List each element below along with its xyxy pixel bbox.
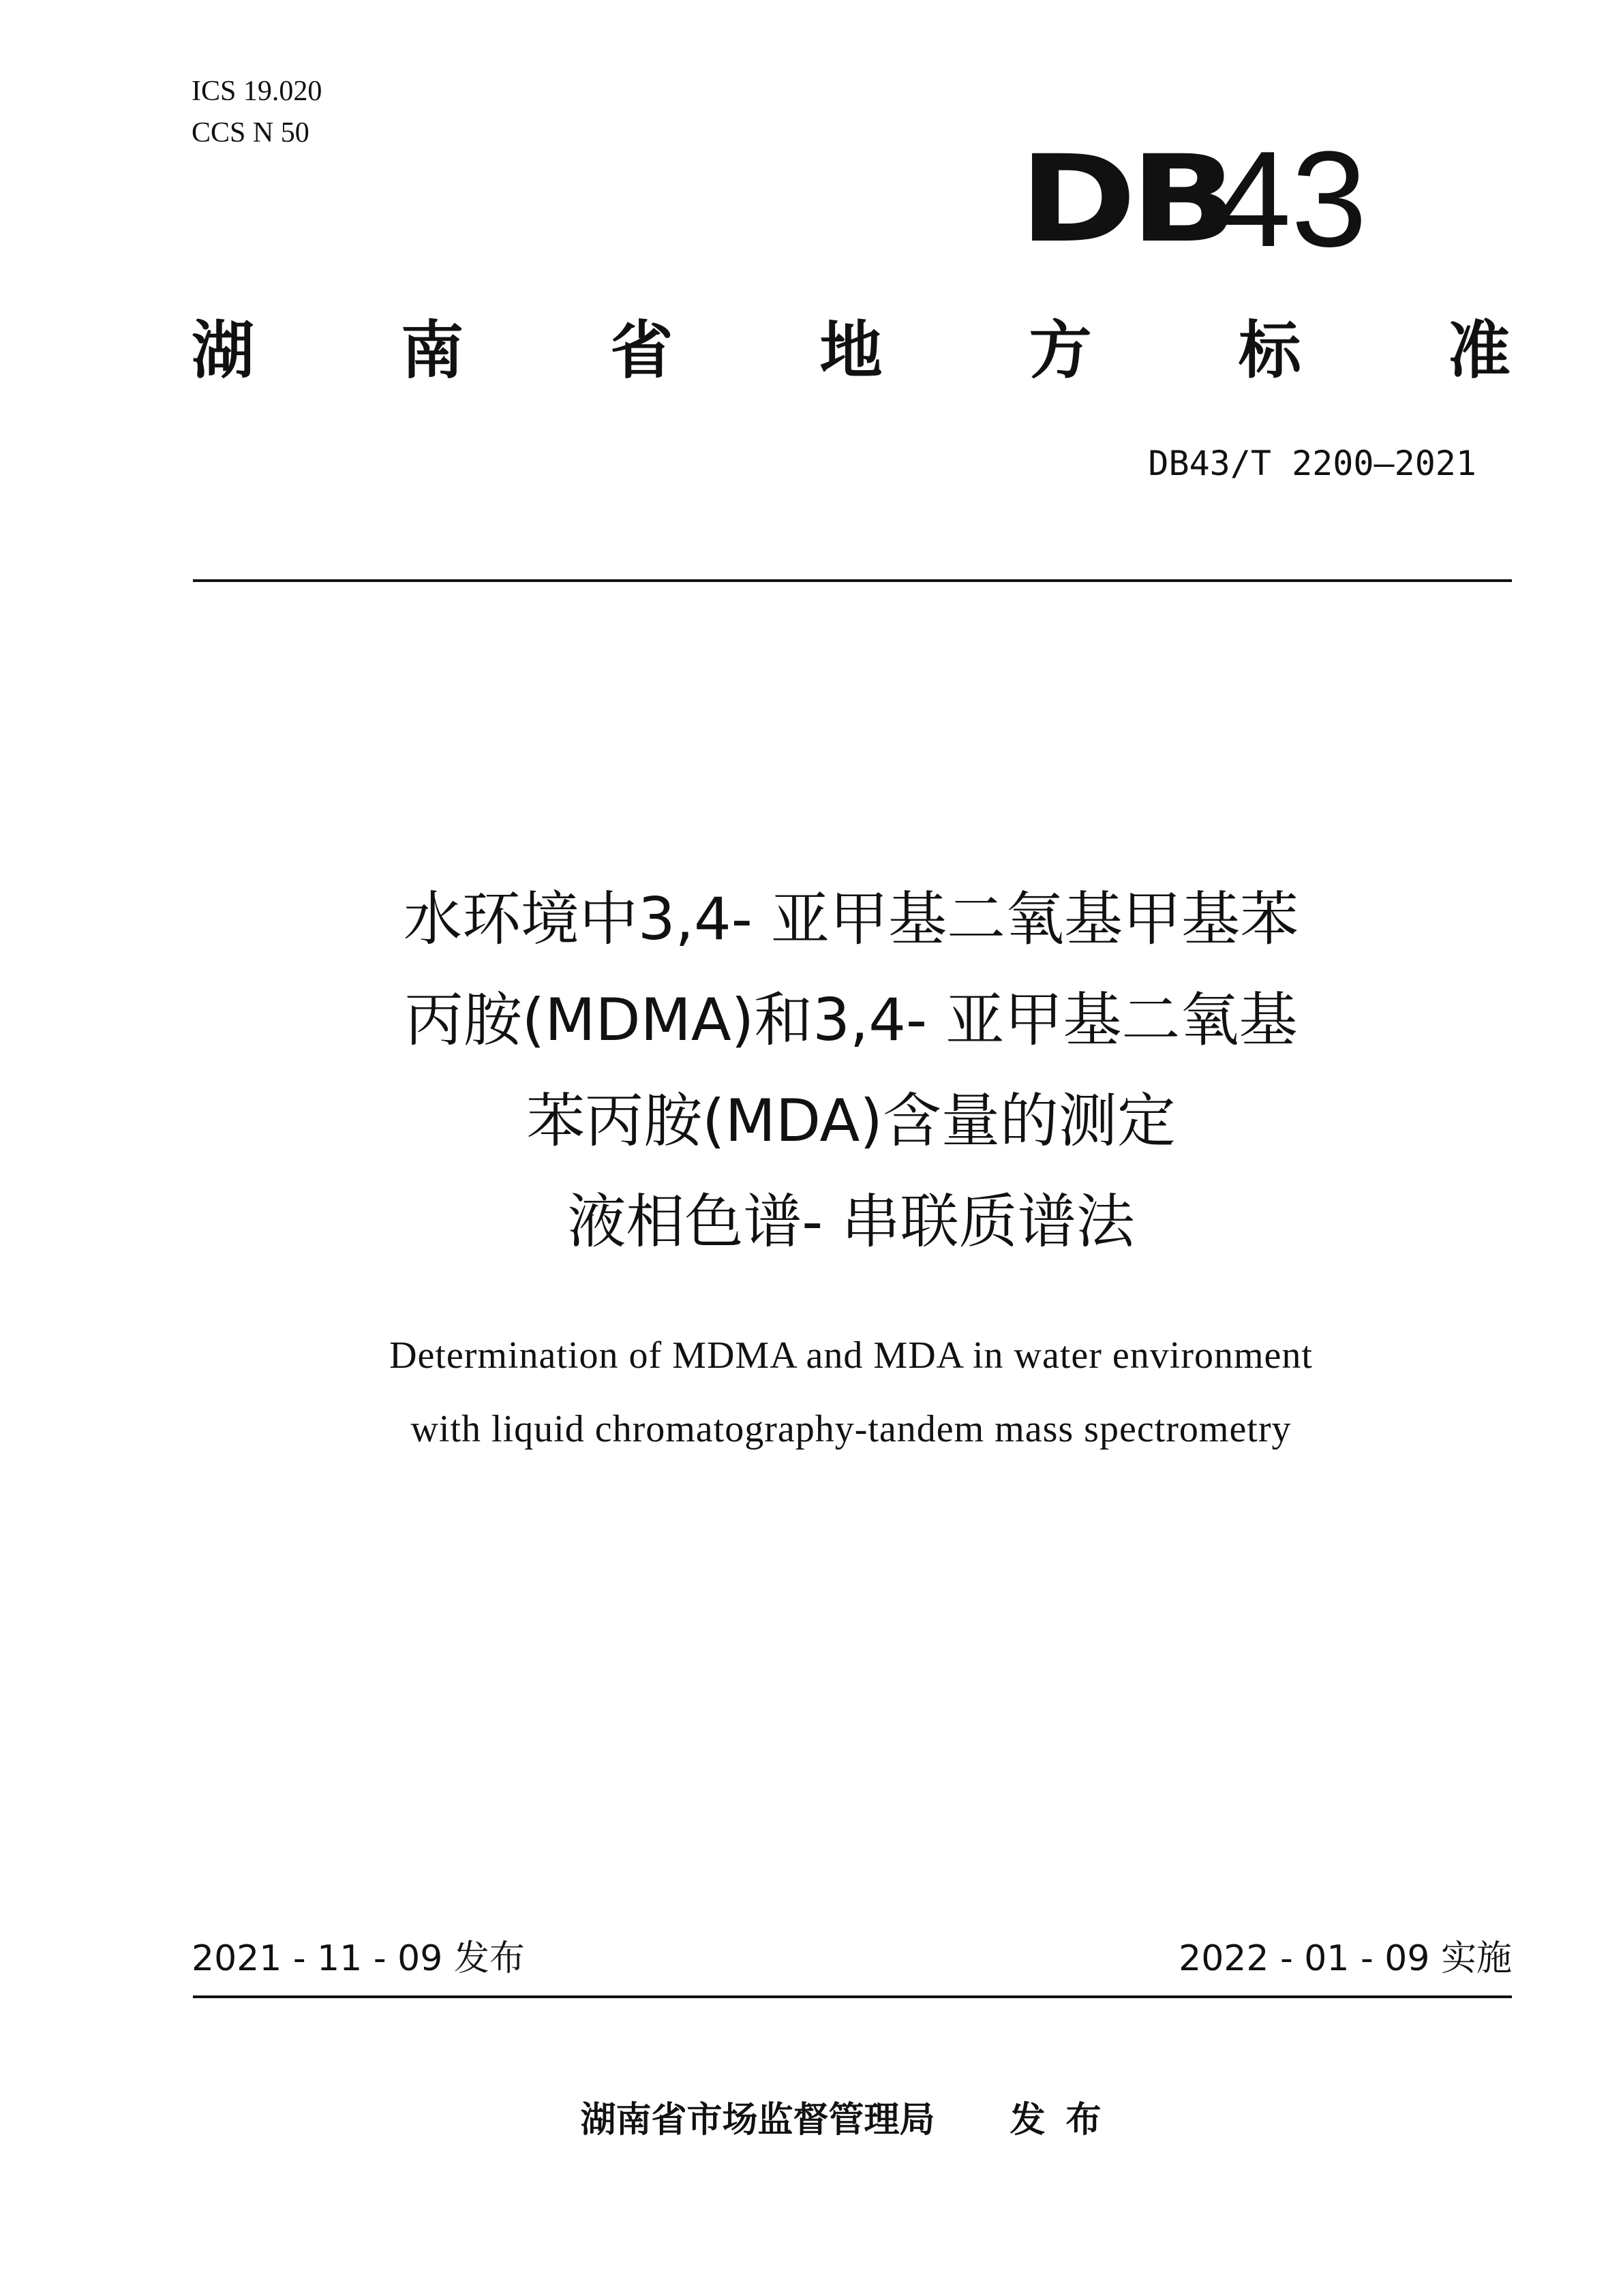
ccs-code: CCS N 50 bbox=[192, 117, 309, 149]
standard-type-char: 地 bbox=[819, 314, 883, 387]
issue-date: 2021 - 11 - 09 发布 bbox=[192, 1938, 525, 1979]
implementation-date: 2022 - 01 - 09 实施 bbox=[1179, 1938, 1512, 1979]
english-title-line: with liquid chromatography-tandem mass spectrometry bbox=[410, 1408, 1292, 1450]
db-logo-number: 43 bbox=[1215, 123, 1367, 275]
standard-type-char: 方 bbox=[1029, 314, 1092, 387]
standard-type-char: 南 bbox=[401, 314, 464, 387]
standard-type-char: 准 bbox=[1447, 314, 1511, 387]
english-title-line: Determination of MDMA and MDA in water environment bbox=[389, 1334, 1313, 1377]
db-logo-letters: DB bbox=[1019, 129, 1232, 269]
publisher-organization: 湖南省市场监督管理局 bbox=[580, 2100, 935, 2141]
chinese-title-line: 液相色谱- 串联质谱法 bbox=[567, 1188, 1135, 1256]
standard-type-char: 省 bbox=[610, 314, 673, 387]
chinese-title-line: 苯丙胺(MDA)含量的测定 bbox=[526, 1087, 1176, 1155]
publisher-line bbox=[192, 2100, 1511, 2141]
publisher-action: 发布 bbox=[1010, 2100, 1122, 2141]
header-divider bbox=[193, 579, 1512, 582]
standard-type-char: 湖 bbox=[192, 314, 255, 387]
english-title bbox=[192, 1319, 1511, 1466]
footer-divider bbox=[193, 1995, 1512, 1998]
standard-type-heading bbox=[192, 310, 1511, 392]
chinese-title-line: 丙胺(MDMA)和3,4- 亚甲基二氧基 bbox=[404, 986, 1298, 1054]
db43-logo bbox=[1019, 123, 1367, 275]
ics-code: ICS 19.020 bbox=[192, 76, 322, 107]
chinese-title bbox=[192, 869, 1511, 1272]
chinese-title-line: 水环境中3,4- 亚甲基二氧基甲基苯 bbox=[403, 885, 1299, 953]
standard-number: DB43/T 2200—2021 bbox=[1148, 444, 1476, 483]
standard-type-char: 标 bbox=[1238, 314, 1301, 387]
